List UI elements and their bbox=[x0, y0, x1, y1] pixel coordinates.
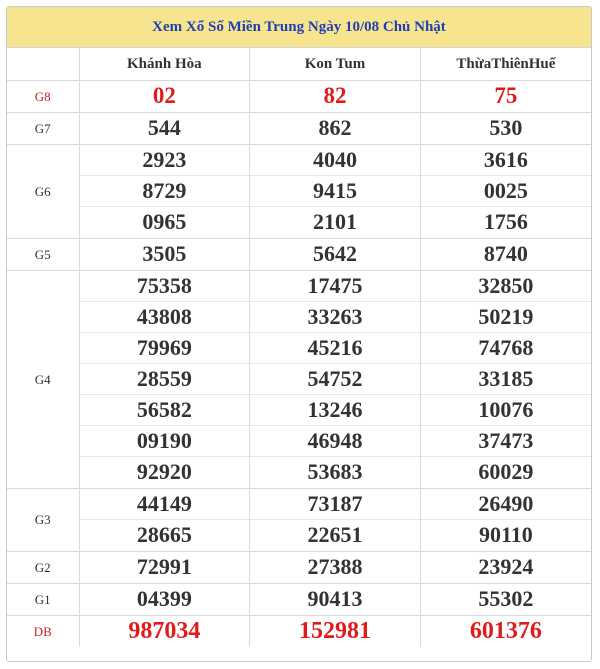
prize-cell bbox=[79, 145, 250, 239]
result-number: 33185 bbox=[421, 364, 591, 395]
province-header-kon-tum[interactable]: Kon Tum bbox=[250, 48, 421, 81]
prize-label: G6 bbox=[7, 145, 79, 239]
prize-label: G7 bbox=[7, 113, 79, 145]
prize-label: G3 bbox=[7, 489, 79, 552]
prize-row-db bbox=[7, 616, 591, 648]
prize-cell bbox=[79, 239, 250, 271]
result-number: 2923 bbox=[80, 145, 250, 176]
prize-cell bbox=[420, 145, 591, 239]
prize-cell bbox=[79, 584, 250, 616]
result-number: 987034 bbox=[128, 618, 201, 644]
result-number: 3505 bbox=[142, 241, 187, 266]
province-header-thua-thien-hue[interactable]: ThừaThiênHuế bbox=[420, 48, 591, 81]
result-number: 90110 bbox=[479, 522, 533, 547]
prize-cell bbox=[420, 616, 591, 648]
result-number: 56582 bbox=[80, 395, 250, 426]
province-header-row bbox=[7, 48, 591, 81]
result-number: 82 bbox=[323, 83, 347, 108]
result-number: 72991 bbox=[136, 554, 192, 579]
result-number: 2101 bbox=[312, 209, 357, 234]
result-number: 530 bbox=[489, 115, 523, 140]
prize-cell bbox=[420, 584, 591, 616]
prize-cell bbox=[250, 239, 421, 271]
prize-cell bbox=[420, 489, 591, 552]
result-number: 26490 bbox=[421, 489, 591, 520]
result-number: 9415 bbox=[250, 176, 420, 207]
result-number: 53683 bbox=[307, 459, 363, 484]
results-table bbox=[7, 48, 591, 647]
prize-label: DB bbox=[7, 616, 79, 648]
prize-cell bbox=[250, 81, 421, 113]
result-number: 22651 bbox=[307, 522, 363, 547]
result-number: 79969 bbox=[80, 333, 250, 364]
prize-row-g5 bbox=[7, 239, 591, 271]
result-number: 8740 bbox=[483, 241, 528, 266]
province-header-khanh-hoa[interactable]: Khánh Hòa bbox=[79, 48, 250, 81]
prize-label: G5 bbox=[7, 239, 79, 271]
result-number: 862 bbox=[318, 115, 352, 140]
prize-cell bbox=[250, 616, 421, 648]
result-number: 44149 bbox=[80, 489, 250, 520]
result-number: 4040 bbox=[250, 145, 420, 176]
prize-label: G1 bbox=[7, 584, 79, 616]
prize-cell bbox=[79, 616, 250, 648]
prize-row-g7 bbox=[7, 113, 591, 145]
result-number: 10076 bbox=[421, 395, 591, 426]
result-number: 23924 bbox=[478, 554, 534, 579]
result-number: 92920 bbox=[136, 459, 192, 484]
prize-cell bbox=[250, 552, 421, 584]
result-number: 601376 bbox=[469, 618, 542, 644]
result-number: 544 bbox=[147, 115, 181, 140]
prize-cell bbox=[420, 81, 591, 113]
prize-cell bbox=[420, 113, 591, 145]
prize-cell bbox=[79, 552, 250, 584]
lottery-results-board bbox=[6, 6, 592, 662]
result-number: 0965 bbox=[142, 209, 187, 234]
prize-cell bbox=[420, 552, 591, 584]
prize-header bbox=[7, 48, 79, 81]
result-number: 13246 bbox=[250, 395, 420, 426]
prize-row-g4 bbox=[7, 271, 591, 489]
result-number: 55302 bbox=[478, 586, 534, 611]
prize-row-g8 bbox=[7, 81, 591, 113]
result-number: 27388 bbox=[307, 554, 363, 579]
result-number: 04399 bbox=[136, 586, 192, 611]
result-number: 73187 bbox=[250, 489, 420, 520]
prize-cell bbox=[250, 489, 421, 552]
prize-cell bbox=[79, 81, 250, 113]
prize-row-g1 bbox=[7, 584, 591, 616]
result-number: 1756 bbox=[483, 209, 528, 234]
prize-row-g3 bbox=[7, 489, 591, 552]
result-number: 32850 bbox=[421, 271, 591, 302]
prize-label: G4 bbox=[7, 271, 79, 489]
prize-cell bbox=[250, 145, 421, 239]
result-number: 28559 bbox=[80, 364, 250, 395]
prize-row-g6 bbox=[7, 145, 591, 239]
prize-cell bbox=[250, 271, 421, 489]
prize-cell bbox=[79, 113, 250, 145]
prize-cell bbox=[250, 584, 421, 616]
result-number: 74768 bbox=[421, 333, 591, 364]
results-title: Xem Xổ Số Miền Trung Ngày 10/08 Chủ Nhật bbox=[7, 7, 591, 48]
result-number: 43808 bbox=[80, 302, 250, 333]
prize-label: G2 bbox=[7, 552, 79, 584]
prize-cell bbox=[420, 239, 591, 271]
result-number: 33263 bbox=[250, 302, 420, 333]
result-number: 90413 bbox=[307, 586, 363, 611]
prize-cell bbox=[420, 271, 591, 489]
result-number: 5642 bbox=[312, 241, 357, 266]
prize-cell bbox=[79, 489, 250, 552]
result-number: 46948 bbox=[250, 426, 420, 457]
result-number: 02 bbox=[152, 83, 176, 108]
results-body bbox=[7, 81, 591, 648]
result-number: 54752 bbox=[250, 364, 420, 395]
prize-label: G8 bbox=[7, 81, 79, 113]
result-number: 60029 bbox=[478, 459, 534, 484]
result-number: 152981 bbox=[298, 618, 371, 644]
result-number: 37473 bbox=[421, 426, 591, 457]
result-number: 50219 bbox=[421, 302, 591, 333]
prize-cell bbox=[250, 113, 421, 145]
result-number: 8729 bbox=[80, 176, 250, 207]
result-number: 45216 bbox=[250, 333, 420, 364]
result-number: 17475 bbox=[250, 271, 420, 302]
result-number: 3616 bbox=[421, 145, 591, 176]
result-number: 75 bbox=[494, 83, 518, 108]
prize-row-g2 bbox=[7, 552, 591, 584]
result-number: 75358 bbox=[80, 271, 250, 302]
result-number: 0025 bbox=[421, 176, 591, 207]
result-number: 28665 bbox=[136, 522, 192, 547]
result-number: 09190 bbox=[80, 426, 250, 457]
prize-cell bbox=[79, 271, 250, 489]
